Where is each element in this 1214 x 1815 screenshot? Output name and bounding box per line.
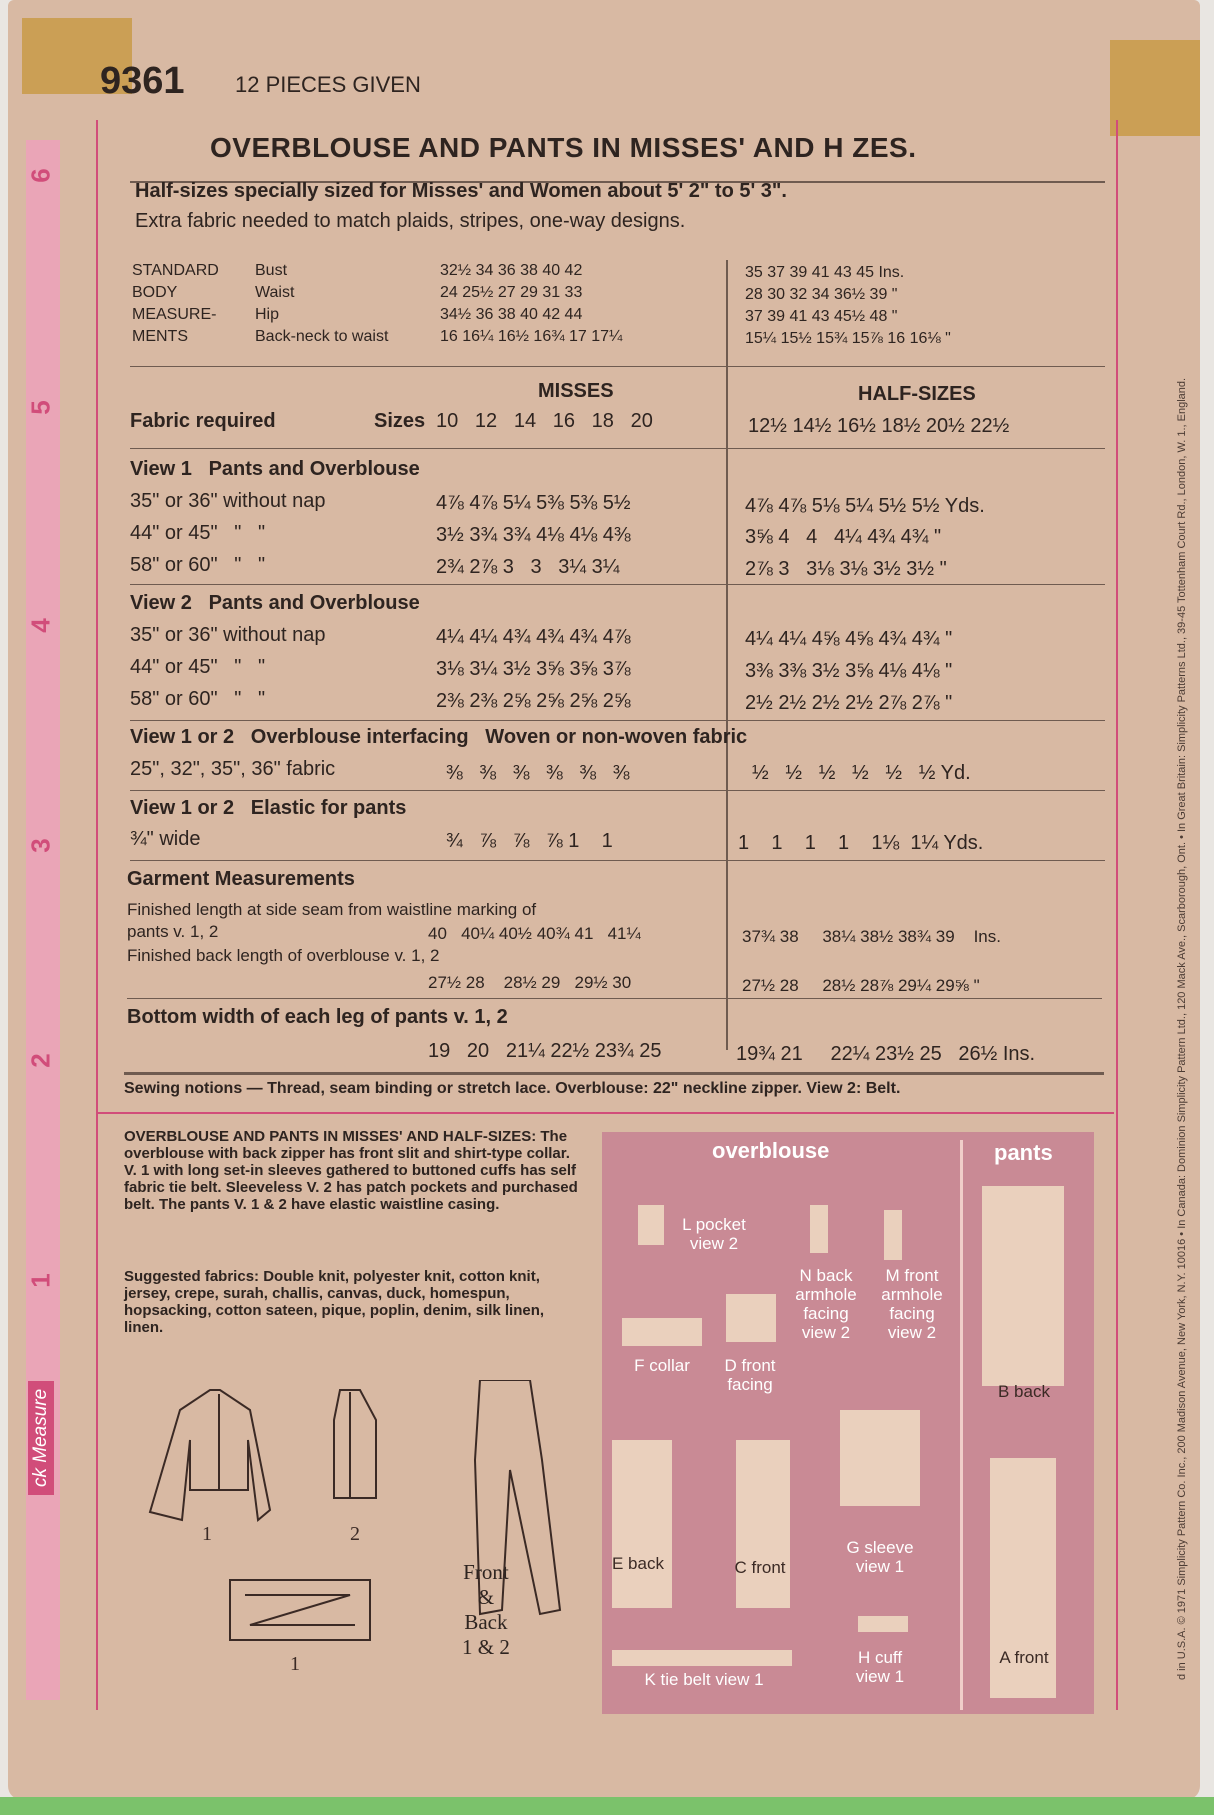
garment-line3: Finished back length of overblouse v. 1, 2 xyxy=(127,946,440,965)
ruler-num-6: 6 xyxy=(25,168,56,183)
view2-row2-half: 3⅜ 3⅜ 3½ 3⅝ 4⅛ 4⅛ " xyxy=(745,660,953,682)
view1-row3-half: 2⅞ 3 3⅛ 3⅛ 3½ 3½ " xyxy=(745,558,947,580)
view2-blouse-drawing xyxy=(334,1390,376,1498)
ruler-num-5: 5 xyxy=(25,400,56,415)
fabric-note: Extra fabric needed to match plaids, stripes, one-way designs. xyxy=(135,210,686,232)
rule xyxy=(127,998,1102,999)
label-A: A front xyxy=(999,1648,1049,1667)
piece-G xyxy=(840,1410,920,1506)
piece-F xyxy=(622,1318,702,1346)
piece-E xyxy=(612,1440,672,1608)
front-back-label: Front & Back 1 & 2 xyxy=(462,1560,510,1659)
label-C: C front xyxy=(734,1558,786,1577)
garment-line3-half: 27½ 28 28½ 28⅞ 29¼ 29⅝ " xyxy=(742,976,980,995)
size-note: Half-sizes specially sized for Misses' and Women about 5' 2" to 5' 3". xyxy=(135,180,787,202)
background-strip xyxy=(0,1797,1214,1815)
view2-row2-misses: 3⅛ 3¼ 3½ 3⅝ 3⅝ 3⅞ xyxy=(436,658,631,680)
misses-waist: 24 25½ 27 29 31 33 xyxy=(440,284,583,301)
misses-hip: 34½ 36 38 40 42 44 xyxy=(440,306,583,323)
measure-waist: Waist xyxy=(255,284,295,301)
bottom-width-title: Bottom width of each leg of pants v. 1, 2 xyxy=(127,1006,508,1028)
label-G: G sleeve view 1 xyxy=(846,1538,914,1576)
sewing-notions: Sewing notions — Thread, seam binding or stretch lace. Overblouse: 22" neckline zipper. View 2: Belt. xyxy=(124,1080,901,1097)
tie-belt-drawing xyxy=(230,1580,370,1640)
panel-divider xyxy=(960,1140,963,1710)
view1-row2-misses: 3½ 3¾ 3¾ 4⅛ 4⅛ 4⅜ xyxy=(436,524,631,546)
view2-row1-half: 4¼ 4¼ 4⅝ 4⅝ 4¾ 4¾ " xyxy=(745,628,953,650)
view1-row1-label: 35" or 36" without nap xyxy=(130,490,326,512)
misses-heading: MISSES xyxy=(538,380,614,402)
half-hip: 37 39 41 43 45½ 48 " xyxy=(745,308,898,325)
label-D: D front facing xyxy=(724,1356,776,1394)
label-E: E back xyxy=(612,1554,664,1573)
piece-M xyxy=(884,1210,902,1260)
bottom-width-half: 19¾ 21 22¼ 23½ 25 26½ Ins. xyxy=(736,1043,1036,1065)
pattern-number: 9361 xyxy=(100,60,185,102)
view2-row3-half: 2½ 2½ 2½ 2½ 2⅞ 2⅞ " xyxy=(745,692,953,714)
publisher-imprint: d in U.S.A. © 1971 Simplicity Pattern Co. Inc., 200 Madison Avenue, New York, N.Y. 10016 • In Canada: Dominion Simplicity Pattern Ltd., 120 Mack Ave., Scarborough, Ont. • In Great Britain: Simplicity Patterns Ltd., 39-45 Tottenham Court Rd., London, W. 1., England. xyxy=(1176,377,1188,1680)
notions-rule-bottom xyxy=(96,1112,1114,1114)
garment-line1: Finished length at side seam from waistline marking of xyxy=(127,900,537,919)
view-num-2: 2 xyxy=(350,1523,360,1545)
garment-title: Garment Measurements xyxy=(127,868,355,890)
piece-L xyxy=(638,1205,664,1245)
label-L: L pocket view 2 xyxy=(682,1215,746,1253)
view2-row1-misses: 4¼ 4¼ 4¾ 4¾ 4¾ 4⅞ xyxy=(436,626,631,648)
rule xyxy=(130,790,1105,791)
rule xyxy=(130,366,1105,367)
view1-row2-half: 3⅝ 4 4 4¼ 4¾ 4¾ " xyxy=(745,526,942,548)
view1-row3-misses: 2¾ 2⅞ 3 3 3¼ 3¼ xyxy=(436,556,620,578)
column-divider xyxy=(726,260,728,1050)
measure-label-3: MEASURE- xyxy=(132,306,217,323)
piece-H xyxy=(858,1616,908,1632)
pants-heading: pants xyxy=(994,1140,1053,1165)
ruler-num-3: 3 xyxy=(25,838,56,853)
view2-row1-label: 35" or 36" without nap xyxy=(130,624,326,646)
half-sizes: 12½ 14½ 16½ 18½ 20½ 22½ xyxy=(748,415,1010,437)
notions-rule xyxy=(124,1072,1104,1075)
piece-N xyxy=(810,1205,828,1253)
view2-row3-misses: 2⅜ 2⅜ 2⅝ 2⅝ 2⅝ 2⅝ xyxy=(436,690,631,712)
view1-row2-label: 44" or 45" " " xyxy=(130,522,266,544)
measure-hip: Hip xyxy=(255,306,280,323)
view2-row3-label: 58" or 60" " " xyxy=(130,688,266,710)
elastic-label: ¾" wide xyxy=(130,828,201,850)
misses-bust: 32½ 34 36 38 40 42 xyxy=(440,262,583,279)
garment-line2: pants v. 1, 2 xyxy=(127,922,219,941)
view1-row1-misses: 4⅞ 4⅞ 5¼ 5⅜ 5⅜ 5½ xyxy=(436,492,631,514)
label-M: M front armhole facing view 2 xyxy=(881,1266,943,1342)
label-N: N back armhole facing view 2 xyxy=(795,1266,857,1342)
view1-title: View 1 Pants and Overblouse xyxy=(130,458,420,480)
rule xyxy=(130,448,1105,449)
view2-row2-label: 44" or 45" " " xyxy=(130,656,266,678)
pattern-title: OVERBLOUSE AND PANTS IN MISSES' AND H ZES. xyxy=(210,132,917,163)
measure-back: Back-neck to waist xyxy=(255,328,389,345)
piece-K xyxy=(612,1650,792,1666)
ruler-label: ck Measure xyxy=(28,1381,54,1495)
bottom-width-misses: 19 20 21¼ 22½ 23¾ 25 xyxy=(428,1040,662,1062)
interfacing-label: 25", 32", 35", 36" fabric xyxy=(130,758,336,780)
overblouse-heading: overblouse xyxy=(712,1138,830,1163)
garment-line2-half: 37¾ 38 38¼ 38½ 38¾ 39 Ins. xyxy=(742,927,1001,946)
suggested-fabrics: Suggested fabrics: Double knit, polyester knit, cotton knit, jersey, crepe, surah, challis, canvas, duck, homespun, hopsacking, cotton sateen, pique, poplin, denim, silk linen, linen. xyxy=(124,1268,545,1336)
piece-B xyxy=(982,1186,1064,1386)
piece-C xyxy=(736,1440,790,1608)
interfacing-half: ½ ½ ½ ½ ½ ½ Yd. xyxy=(752,762,971,784)
belt-view-num: 1 xyxy=(290,1653,300,1675)
rule xyxy=(130,584,1105,585)
view1-blouse-drawing xyxy=(150,1390,270,1520)
piece-D xyxy=(726,1294,776,1342)
view2-title: View 2 Pants and Overblouse xyxy=(130,592,420,614)
half-heading: HALF-SIZES xyxy=(858,383,976,405)
ruler-num-4: 4 xyxy=(25,618,56,633)
interfacing-misses: ⅜ ⅜ ⅜ ⅜ ⅜ ⅜ xyxy=(446,762,630,784)
pattern-description: OVERBLOUSE AND PANTS IN MISSES' AND HALF-SIZES: The overblouse with back zipper has front slit and shirt-type collar. V. 1 with long set-in sleeves gathered to buttoned cuffs has self fabric tie belt. Sleeveless V. 2 has patch pockets and purchased belt. The pants V. 1 & 2 have elastic waistline casing. xyxy=(124,1128,578,1213)
interfacing-title: View 1 or 2 Overblouse interfacing Woven or non-woven fabric xyxy=(130,726,748,748)
misses-back: 16 16¼ 16½ 16¾ 17 17¼ xyxy=(440,328,623,345)
rule xyxy=(130,720,1105,721)
ruler-num-2: 2 xyxy=(25,1053,56,1068)
view-drawings xyxy=(130,1380,600,1700)
half-back: 15¼ 15½ 15¾ 15⅞ 16 16⅛ " xyxy=(745,330,951,347)
garment-line2-misses: 40 40¼ 40½ 40¾ 41 41¼ xyxy=(428,924,641,943)
tape-top-right xyxy=(1110,40,1200,136)
label-H: H cuff view 1 xyxy=(855,1648,905,1686)
elastic-title: View 1 or 2 Elastic for pants xyxy=(130,797,407,819)
label-K: K tie belt view 1 xyxy=(644,1670,764,1689)
elastic-misses: ¾ ⅞ ⅞ ⅞ 1 1 xyxy=(446,830,613,852)
fabric-required: Fabric required xyxy=(130,410,276,432)
measure-label-1: STANDARD xyxy=(132,262,219,279)
label-F: F collar xyxy=(634,1356,690,1375)
ruler-num-1: 1 xyxy=(25,1273,56,1288)
view-num-1: 1 xyxy=(202,1523,212,1545)
measure-label-4: MENTS xyxy=(132,328,188,345)
view1-row1-half: 4⅞ 4⅞ 5⅛ 5¼ 5½ 5½ Yds. xyxy=(745,495,985,517)
garment-line3-misses: 27½ 28 28½ 29 29½ 30 xyxy=(428,973,632,992)
measure-label-2: BODY xyxy=(132,284,178,301)
rule xyxy=(130,860,1105,861)
half-bust: 35 37 39 41 43 45 Ins. xyxy=(745,264,905,281)
measure-bust: Bust xyxy=(255,262,288,279)
misses-sizes: 10 12 14 16 18 20 xyxy=(436,410,653,432)
label-B: B back xyxy=(998,1382,1050,1401)
sizes-label: Sizes xyxy=(374,410,426,432)
view1-row3-label: 58" or 60" " " xyxy=(130,554,266,576)
elastic-half: 1 1 1 1 1⅛ 1¼ Yds. xyxy=(738,832,984,854)
pieces-given: 12 PIECES GIVEN xyxy=(235,72,421,97)
half-waist: 28 30 32 34 36½ 39 " xyxy=(745,286,898,303)
